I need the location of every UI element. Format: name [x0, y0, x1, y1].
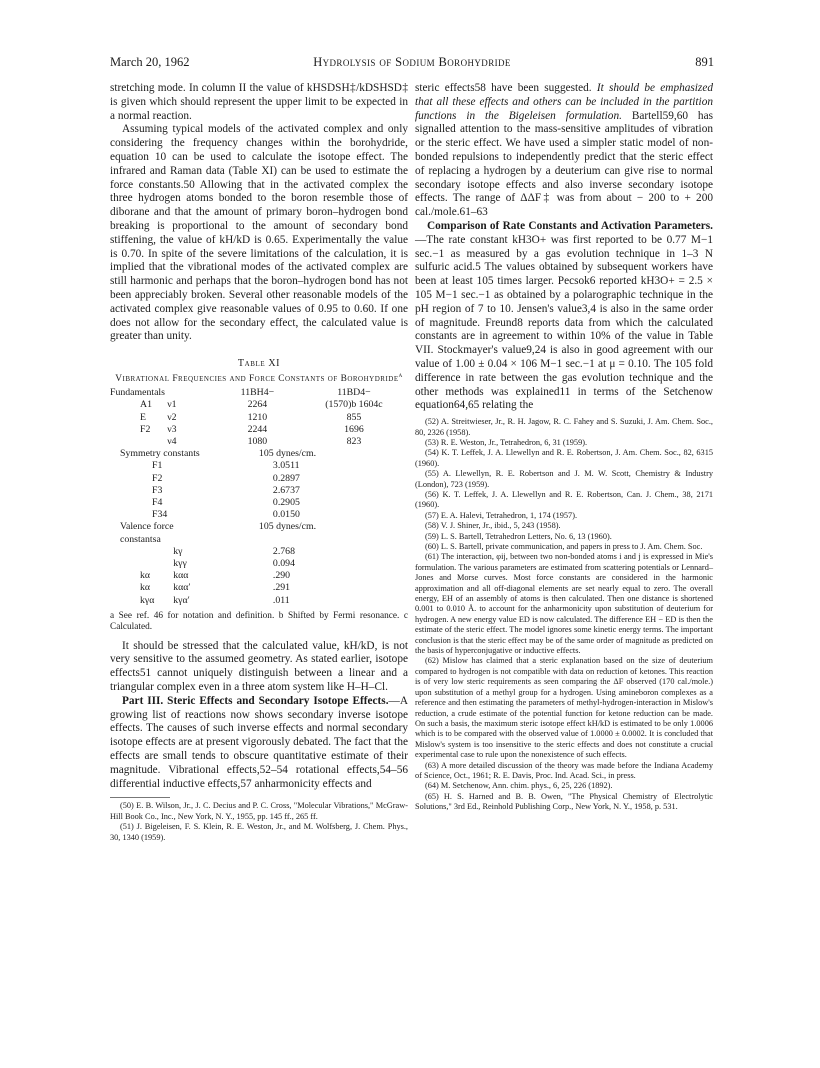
bh4-frequency: 2244 — [247, 423, 268, 435]
spacer — [167, 485, 215, 497]
mode-label: ν1 — [167, 399, 177, 411]
bd4-frequency: 1696 — [344, 423, 364, 435]
footnote: (61) The interaction, φij, between two non-bonded atoms i and j is expressed in Mie's formulation. The various parameters are estimated from scattering potentials or Lennard–Jones and Morse curves. Most force constants are considered in the harmonic approximation and all off-diagonal elements are set nearly equal to zero. The overall energy, EH of an assembly of atoms is then calculated. Then one distance is shortened 0.001 to 0.010 Å. to account for the anharmonicity upon substitution of deuterium for hydrogen. A new energy value ED is now calculated. The difference EH − ED is then the estimate of the steric effect. The model ignores some kinetic energy terms. The important conclusion is that the steric effect may be of the same order of magnitude as predicted on the basis of hyperconjugative or inductive effects. — [415, 552, 713, 656]
spacer — [167, 509, 215, 521]
left-paragraph-4: Part III. Steric Effects and Secondary Isotope Effects.—A growing list of reactions now shows secondary inverse isotope effects. The causes of such inverse effects and normal secondary isotope effects are at present vigorously debated. The fact that the effects are small tends to obscure quantitative estimate of their magnitude. Vibrational effects,52–54 rotational effects,54–56 differential inductive effects,57 anharmonicity effects and — [110, 694, 408, 790]
mode-label: ν4 — [167, 435, 177, 447]
footnote: (55) A. Llewellyn, R. E. Robertson and J. M. W. Scott, Chemistry & Industry (London), 723 (1959). — [415, 469, 713, 489]
valence-row — [110, 558, 408, 570]
fundamental-row — [110, 399, 408, 411]
valence-rows — [110, 546, 408, 607]
symmetry-species: F2 — [140, 423, 151, 435]
valence-constant-b: kαα — [173, 570, 189, 582]
valence-row — [110, 595, 408, 607]
spacer — [300, 546, 408, 558]
right-paragraph-1: steric effects58 have been suggested. It should be emphasized that all these effects and others can be included in the partition functions in the Bigeleisen formulation. Bartell59,60 has signalled attention to the mass-sensitive amplitudes of vibration or the steric effect. We have used a simpler static model of non-bonded repulsions to independently predict that the steric effect of replacing a hydrogen by a deuterium can give rise to normal secondary isotope effects and also inverse secondary isotope effects. The range of ΔΔF‡ was from about − 200 to + 200 cal./mole.61–63 — [415, 82, 713, 219]
symmetry-constant-value: 0.0150 — [272, 509, 300, 521]
valence-row — [110, 546, 408, 558]
valence-constant-value: .291 — [272, 582, 291, 594]
valence-constant-b: kγ — [173, 545, 183, 557]
mode-label: ν3 — [167, 423, 177, 435]
symmetry-row — [110, 485, 408, 497]
footnote: (62) Mislow has claimed that a steric explanation based on the size of deuterium compared to hydrogen is not compatible with data on reduction of ketones. This reaction is of very low steric requirements as seen comparing the ΔF observed (170 cal./mole.) upon substitution of a methyl group for a hydrogen. Using amineboron complexes as a reference and then estimating the parameters of methyl-hydrogen-interaction in Mislow's reduction, a crude estimate of the potential function for ketone reduction can be made. On such a basis, the maximum steric isotope effect kH/kD is estimated to be only 1.0006 which is to be compared with the observed value of 1.0000 ± 0.0002. It is concluded that Mislow's system is too insensitive to the steric effects and does not constitute a crucial experimental case to rule upon the nonexistence of such effects. — [415, 656, 713, 760]
symmetry-constant-name: F2 — [152, 472, 163, 484]
right-footnotes — [415, 417, 713, 812]
bd4-frequency: (1570)b 1604c — [325, 399, 383, 411]
spacer — [300, 509, 408, 521]
footnote: (60) L. S. Bartell, private communication, and papers in press to J. Am. Chem. Soc. — [425, 542, 703, 551]
footnote: (56) K. T. Leffek, J. A. Llewellyn and R. E. Robertson, Can. J. Chem., 38, 2171 (1960). — [415, 489, 713, 510]
footnote: (64) M. Setchenow, Ann. chim. phys., 6, 25, 226 (1892). — [425, 781, 613, 791]
valence-constant-value: .290 — [272, 570, 291, 582]
symmetry-rows — [110, 460, 408, 521]
footnote: (63) A more detailed discussion of the theory was made before the Indiana Academy of Science, Oct., 1961; R. E. Davis, Proc. Ind. Acad. Sci., in press. — [415, 760, 713, 780]
symmetry-row — [110, 460, 408, 472]
footnote-rule — [110, 797, 170, 798]
footnote: (57) E. A. Halevi, Tetrahedron, 1, 174 (1957). — [425, 510, 578, 520]
symmetry-header-row: Symmetry constants 105 dynes/cm. — [120, 448, 317, 460]
running-header — [110, 55, 714, 71]
valence-row — [110, 570, 408, 582]
table-title: Table XI — [237, 358, 281, 370]
footnote: (51) J. Bigeleisen, F. S. Klein, R. E. Weston, Jr., and M. Wolfsberg, J. Chem. Phys., 30, 1340 (1959). — [110, 822, 408, 842]
symmetry-constant-value: 0.2905 — [272, 496, 300, 508]
table-header-row: Fundamentals 11BH4− 11BD4− — [110, 387, 371, 399]
valence-constant-a: kα — [140, 570, 151, 582]
spacer — [300, 595, 408, 607]
symmetry-constant-name: F4 — [152, 496, 163, 508]
symmetry-species: E — [140, 411, 146, 423]
footnote: (52) A. Streitwieser, Jr., R. H. Jagow, R. C. Fahey and S. Suzuki, J. Am. Chem. Soc., 80, 2326 (1958). — [415, 417, 713, 437]
right-column — [415, 82, 713, 813]
left-column — [110, 82, 408, 843]
valence-constant-a: kγα — [140, 594, 155, 606]
symmetry-constant-value: 3.0511 — [272, 460, 300, 472]
spacer — [300, 460, 408, 472]
part3-heading: Part III. Steric Effects and Secondary Isotope Effects. — [122, 694, 389, 707]
footnote: (58) V. J. Shiner, Jr., ibid., 5, 243 (1958). — [425, 521, 561, 531]
footnote: (65) H. S. Harned and B. B. Owen, "The Physical Chemistry of Electrolytic Solutions," 3rd Ed., Reinhold Publishing Corp., New York, N. Y., 1958, p. 531. — [415, 791, 713, 812]
footnote: (50) E. B. Wilson, Jr., J. C. Decius and P. C. Cross, "Molecular Vibrations," McGraw-Hill Book Co., Inc., New York, N. Y., 1955, pp. 145 ff., 265 ff. — [110, 801, 408, 821]
bd4-frequency: 823 — [346, 435, 362, 447]
left-footnotes — [110, 801, 408, 843]
valence-constant-value: 0.094 — [272, 557, 295, 569]
header-date: March 20, 1962 — [110, 55, 190, 69]
symmetry-row — [110, 497, 408, 509]
symmetry-constant-name: F34 — [152, 509, 168, 521]
table-caption: Vibrational Frequencies and Force Constants of Borohydride$^a$ — [115, 372, 403, 385]
valence-constant-a — [110, 558, 167, 570]
spacer — [300, 582, 408, 594]
page-number: 891 — [695, 55, 714, 69]
valence-constant-a: kα — [140, 582, 151, 594]
footnote: (53) R. E. Weston, Jr., Tetrahedron, 6, 31 (1959). — [425, 437, 588, 447]
valence-constant-a — [110, 546, 167, 558]
footnote: (59) L. S. Bartell, Tetrahedron Letters, No. 6, 13 (1960). — [425, 531, 612, 541]
spacer — [167, 497, 215, 509]
spacer — [167, 473, 215, 485]
spacer — [167, 460, 215, 472]
spacer — [300, 570, 408, 582]
left-paragraph-2: Assuming typical models of the activated complex and only considering the frequency changes within the borohydride, equation 10 can be used to calculate the isotope effect. The infrared and Raman data (Table XI) can be used to estimate the force constants.50 Allowing that in the activated complex the three hydrogen atoms bonded to the boron resemble those of diborane and that the amount of primary boron–hydrogen bond breaking is proportional to the amount of secondary bond stiffening, the value of kH/kD is 0.65. Experimentally the value is 0.70. In spite of the severe limitations of the calculation, it is implied that the vibrational modes of the activated complex are still harmonic and perhaps that the boron–hydrogen bond has not been appreciably broken. Several other reasonable models of the activated complex give reasonable values of 0.95 to 0.60. If one does not allow for the secondary effect, the calculated value is greater than unity. — [110, 123, 408, 343]
valence-constant-value: 2.768 — [272, 545, 295, 557]
valence-header-row: Valence force constantsa 105 dynes/cm. — [120, 521, 317, 545]
header-title: Hydrolysis of Sodium Borohydride — [313, 55, 511, 69]
bh4-frequency: 1080 — [247, 435, 268, 447]
spacer — [300, 473, 408, 485]
left-paragraph-1: stretching mode. In column II the value of kHSDSH‡/kDSHSD‡ is given which should represent the upper limit to be expected in a normal reaction. — [110, 82, 408, 122]
table-notes: a See ref. 46 for notation and definition. b Shifted by Fermi resonance. c Calculated. — [110, 610, 408, 633]
table-body — [110, 387, 408, 607]
spacer — [300, 558, 408, 570]
table-xi — [110, 358, 408, 633]
fundamental-row — [110, 436, 408, 448]
right-paragraph-2: Comparison of Rate Constants and Activation Parameters.—The rate constant kH3O+ was first reported to be 0.77 M−1 sec.−1 as measured by a gas evolution technique in 1–3 N sulfuric acid.5 The values obtained by subsequent workers have been at least 105 times larger. Pecsok6 reported kH3O+ = 2.5 × 105 M−1 sec.−1 as obtained by a polarographic technique in the pH region of 7 to 10. Jensen's value3,4 is also in the same order of magnitude. Freund8 reports data from which the calculated constants are in agreement to within 10% of the value in Table VII. Stockmayer's value9,24 is also in good agreement with our value of 1.00 ± 0.04 × 106 M−1 sec.−1 at μ = 0.10. The 105 fold difference in rate between the gas evolution technique and the other methods was explained11 in terms of the Setchenow equation64,65 relating the — [415, 219, 713, 412]
spacer — [300, 485, 408, 497]
valence-constant-b: kαα′ — [173, 582, 191, 594]
symmetry-constant-name: F3 — [152, 484, 163, 496]
mode-label: ν2 — [167, 411, 177, 423]
valence-constant-b: kγγ — [173, 557, 187, 569]
footnote: (54) K. T. Leffek, J. A. Llewellyn and R. E. Robertson, J. Am. Chem. Soc., 82, 6315 (1960). — [415, 448, 713, 468]
fundamentals-rows — [110, 399, 408, 448]
spacer — [300, 497, 408, 509]
left-paragraph-3: It should be stressed that the calculated value, kH/kD, is not very sensitive to the assumed geometry. As stated earlier, isotope effects51 cannot uniquely distinguish between a linear and a triangular complex even in a three atom system like H–H–Cl. — [110, 639, 408, 693]
symmetry-species — [110, 436, 167, 448]
symmetry-constant-name: F1 — [152, 460, 163, 472]
valence-row — [110, 582, 408, 594]
fundamental-row — [110, 424, 408, 436]
symmetry-row — [110, 509, 408, 521]
valence-constant-b: kγα′ — [173, 594, 190, 606]
bh4-frequency: 2264 — [247, 399, 268, 411]
symmetry-constant-value: 2.6737 — [272, 484, 300, 496]
bh4-frequency: 1210 — [247, 411, 268, 423]
valence-constant-value: .011 — [272, 594, 290, 606]
symmetry-row — [110, 473, 408, 485]
comparison-heading: Comparison of Rate Constants and Activation Parameters. — [427, 219, 713, 232]
bd4-frequency: 855 — [346, 411, 362, 423]
symmetry-constant-value: 0.2897 — [272, 472, 300, 484]
fundamental-row — [110, 412, 408, 424]
symmetry-species: A1 — [140, 399, 152, 411]
